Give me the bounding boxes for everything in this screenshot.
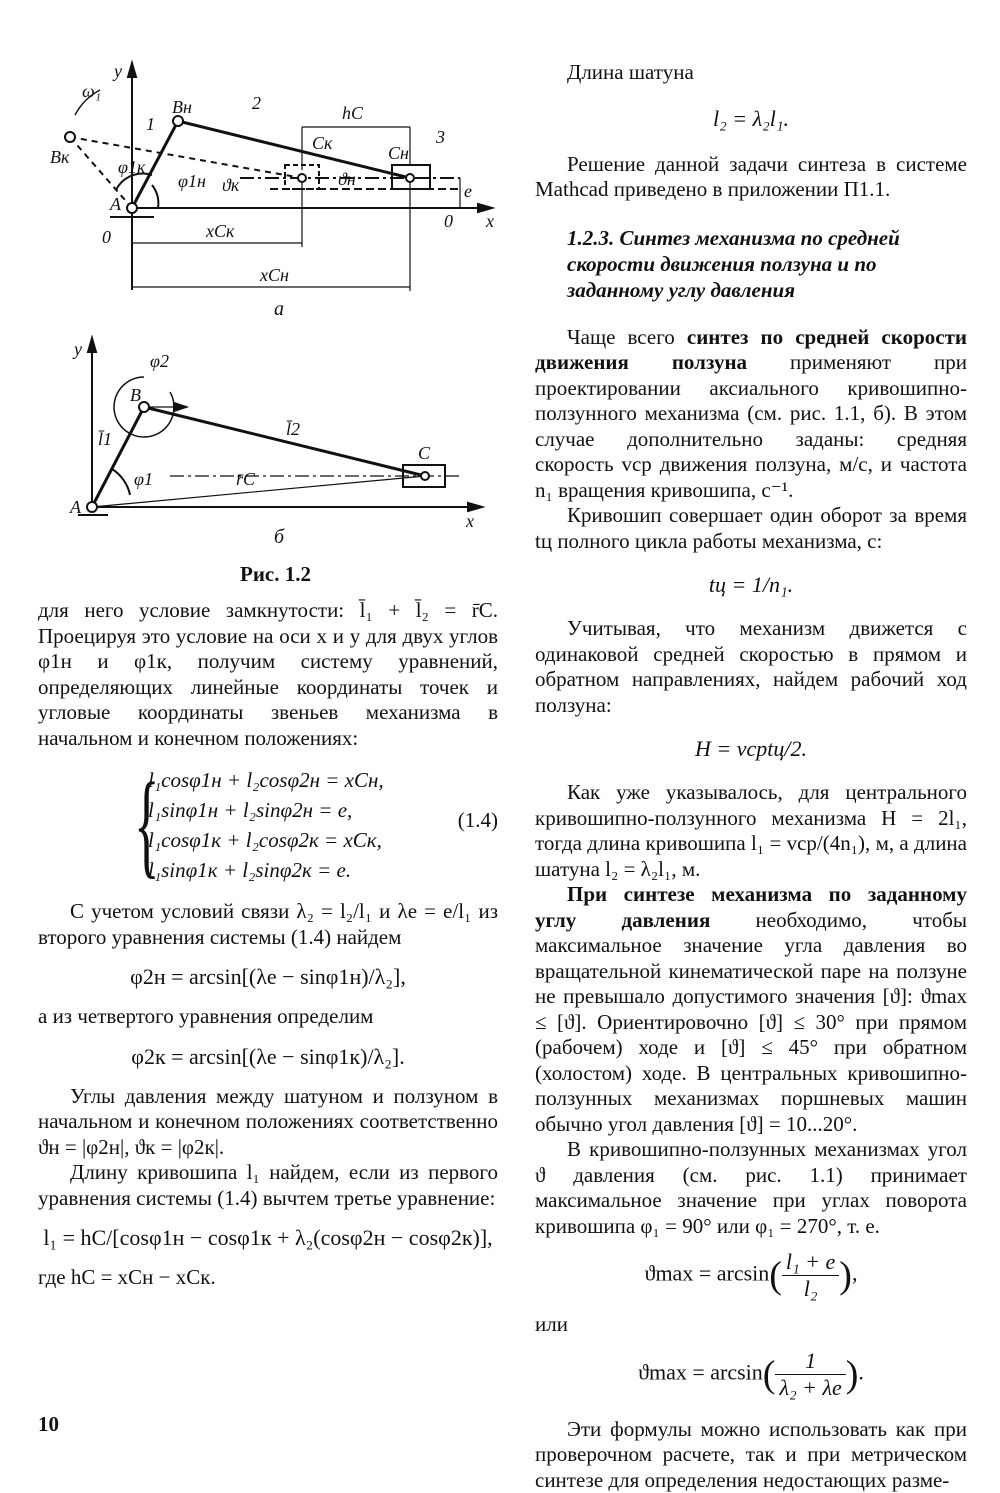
p3-rest: применяют при проектировании аксиального кривошипно-ползунного механизма (см. рис. 1.1, б). В этом случае дополнительно заданы: средняя скорость vср движения ползуна, м/с, и частота n₁ вращения кривошипа, с⁻¹. (535, 350, 967, 502)
left-paragraph-1: для него условие замкнутости: l̄₁ + l̄₂ = r̄C. Проецируя это условие на оси x и y для двух углов φ1н и φ1к, получим систему уравнений, определяющих линейные координаты точек и угловые координаты звеньев механизма в начальном и конечном положениях: (38, 598, 498, 751)
system-eq-2: l₁sinφ1н + l₂sinφ2н = e, (148, 795, 498, 825)
figure-b-sublabel: б (274, 526, 284, 549)
right-paragraph-7 (535, 882, 967, 1137)
b-label-rC: r̄C (236, 469, 256, 489)
left-paragraph-6: где hC = xCн − xCк. (38, 1265, 498, 1291)
right-paragraph-3 (535, 325, 967, 504)
eq4-denominator: l₂ (782, 1276, 839, 1302)
equation-system-1-4: { l₁cosφ1н + l₂cosφ2н = xCн, l₁sinφ1н + l₂sinφ2н = e, l₁cosφ1к + l₂cosφ2к = xCк, l₁sinφ1к + l₂sinφ2к = e. (1.4) (148, 765, 498, 885)
a-label-A: A (109, 194, 122, 214)
right-paragraph-2: Решение данной задачи синтеза в системе Mathcad приведено в приложении П1.1. (535, 152, 967, 203)
eq4-numerator: l₁ + e (782, 1249, 839, 1276)
p7-bold: При синтезе механизма по заданному углу давления (535, 882, 967, 932)
left-paragraph-3: а из четвертого уравнения определим (38, 1004, 498, 1030)
b-label-C: C (418, 443, 431, 463)
p3-lead: Чаще всего (567, 325, 687, 349)
a-label-zero1: 0 (102, 227, 111, 247)
a-label-1: 1 (146, 114, 155, 134)
equation-phi2k: φ2к = arcsin[(λe − sinφ1к)/λ₂]. (38, 1044, 498, 1070)
equation-H: H = vсрtц/2. (535, 736, 967, 762)
a-label-omega1: ω₁ (82, 81, 101, 101)
a-label-Cn: Cн (388, 143, 409, 163)
left-paragraph-5: Длину кривошипа l₁ найдем, если из первого уравнения системы (1.4) вычтем третье уравнение: (38, 1160, 498, 1211)
right-column (535, 60, 967, 1493)
a-label-xCk: xCк (205, 221, 235, 241)
equation-theta-max-2: ϑmax = arcsin( $\frac{1}{\text{λ₂ + λe}}$ ). (535, 1348, 967, 1401)
figure-caption: Рис. 1.2 (240, 562, 311, 587)
left-paragraph-2: С учетом условий связи λ₂ = l₂/l₁ и λe = e/l₁ из второго уравнения системы (1.4) найдем (38, 899, 498, 950)
right-paragraph-1: Длина шатуна (535, 60, 967, 86)
system-number: (1.4) (458, 805, 498, 835)
a-label-hC: hC (342, 103, 364, 123)
section-heading: 1.2.3. Синтез механизма по средней скорости движения ползуна и по заданному углу давления (567, 225, 967, 303)
b-label-A: A (69, 497, 82, 517)
eq5-lhs: ϑmax = arcsin (638, 1359, 763, 1384)
left-paragraph-4: Углы давления между шатуном и ползуном в начальном и конечном положениях соответственно ϑн = |φ2н|, ϑк = |φ2к|. (38, 1084, 498, 1161)
equation-theta-max-1: ϑmax = arcsin( $\frac{\text{l₁ + e}}{\text{l₂}}$ ), (535, 1249, 967, 1302)
or-word: или (535, 1312, 967, 1338)
right-paragraph-4: Кривошип совершает один оборот за время tц полного цикла работы механизма, с: (535, 503, 967, 554)
figure-a-sublabel: а (274, 298, 284, 321)
right-paragraph-6: Как уже указывалось, для центрального кривошипно-ползунного механизма H = 2l₁, тогда длина кривошипа l₁ = vср/(4n₁), м, а длина шатуна l₂ = λ₂l₁, м. (535, 780, 967, 882)
b-label-y: y (72, 339, 82, 359)
a-label-phi1n: φ1н (178, 171, 206, 191)
a-label-3: 3 (435, 127, 445, 147)
eq4-lhs: ϑmax = arcsin (645, 1261, 770, 1286)
p3-bold: синтез по средней скорости движения ползуна (535, 325, 967, 375)
a-label-thn: ϑн (338, 169, 356, 189)
system-eq-4: l₁sinφ1к + l₂sinφ2к = e. (148, 855, 498, 885)
a-label-phi1k: φ1к (118, 157, 146, 177)
a-label-zero2: 0 (444, 211, 453, 231)
a-label-xCn: xCн (259, 265, 289, 285)
b-label-B: B (130, 385, 141, 405)
right-paragraph-5: Учитывая, что механизм движется с одинаковой средней скоростью в прямом и обратном направлениях, найдем рабочий ход ползуна: (535, 616, 967, 718)
a-label-e: e (464, 181, 472, 201)
a-label-Bk: Bк (50, 147, 70, 167)
a-rod-initial (178, 121, 410, 178)
b-label-x: x (465, 511, 474, 531)
a-label-thk: ϑк (222, 175, 240, 195)
b-label-l1: l̄1 (98, 429, 112, 449)
system-eq-1: l₁cosφ1н + l₂cosφ2н = xCн, (148, 765, 498, 795)
p7-rest: необходимо, чтобы максимальное значение угла давления во вращательной кинематической паре на ползуне не превышало допустимого значения [ϑ]: ϑmax ≤ [ϑ]. Ориентировочно [ϑ] ≤ 30° при прямом (рабочем) ходе и [ϑ] ≤ 45° при обратном (холостом) ходе. В центральных кривошипно-ползунных механизмах поршневых машин обычно угол давления [ϑ] = 10...20°. (535, 908, 967, 1136)
b-label-phi1: φ1 (134, 469, 153, 489)
b-label-phi2: φ2 (150, 351, 169, 371)
eq5-denominator: λ₂ + λe (775, 1375, 845, 1401)
a-label-x: x (485, 211, 494, 231)
a-label-Ck: Cк (312, 133, 333, 153)
left-column (38, 598, 498, 1291)
equation-l1: l₁ = hC/[cosφ1н − cosφ1к + λ₂(cosφ2н − cosφ2к)], (38, 1225, 498, 1251)
equation-tc: tц = 1/n₁. (535, 572, 967, 598)
right-paragraph-8: В кривошипно-ползунных механизмах угол ϑ давления (см. рис. 1.1) принимает максимальное значение при углах поворота кривошипа φ₁ = 90° или φ₁ = 270°, т. е. (535, 1137, 967, 1239)
figure-b (60, 335, 490, 535)
eq5-numerator: 1 (775, 1348, 845, 1375)
page-number: 10 (38, 1412, 59, 1437)
figure-a (40, 55, 510, 320)
a-label-Bn: Bн (172, 97, 192, 117)
a-label-2: 2 (252, 93, 261, 113)
system-eq-3: l₁cosφ1к + l₂cosφ2к = xCк, (148, 825, 498, 855)
right-paragraph-9: Эти формулы можно использовать как при проверочном расчете, так и при метрическом синтезе для определения недостающих разме- (535, 1417, 967, 1493)
b-label-l2: l̄2 (286, 419, 300, 439)
a-label-y: y (112, 61, 122, 81)
equation-phi2n: φ2н = arcsin[(λe − sinφ1н)/λ₂], (38, 964, 498, 990)
equation-l2: l₂ = λ₂l₁. (535, 106, 967, 132)
